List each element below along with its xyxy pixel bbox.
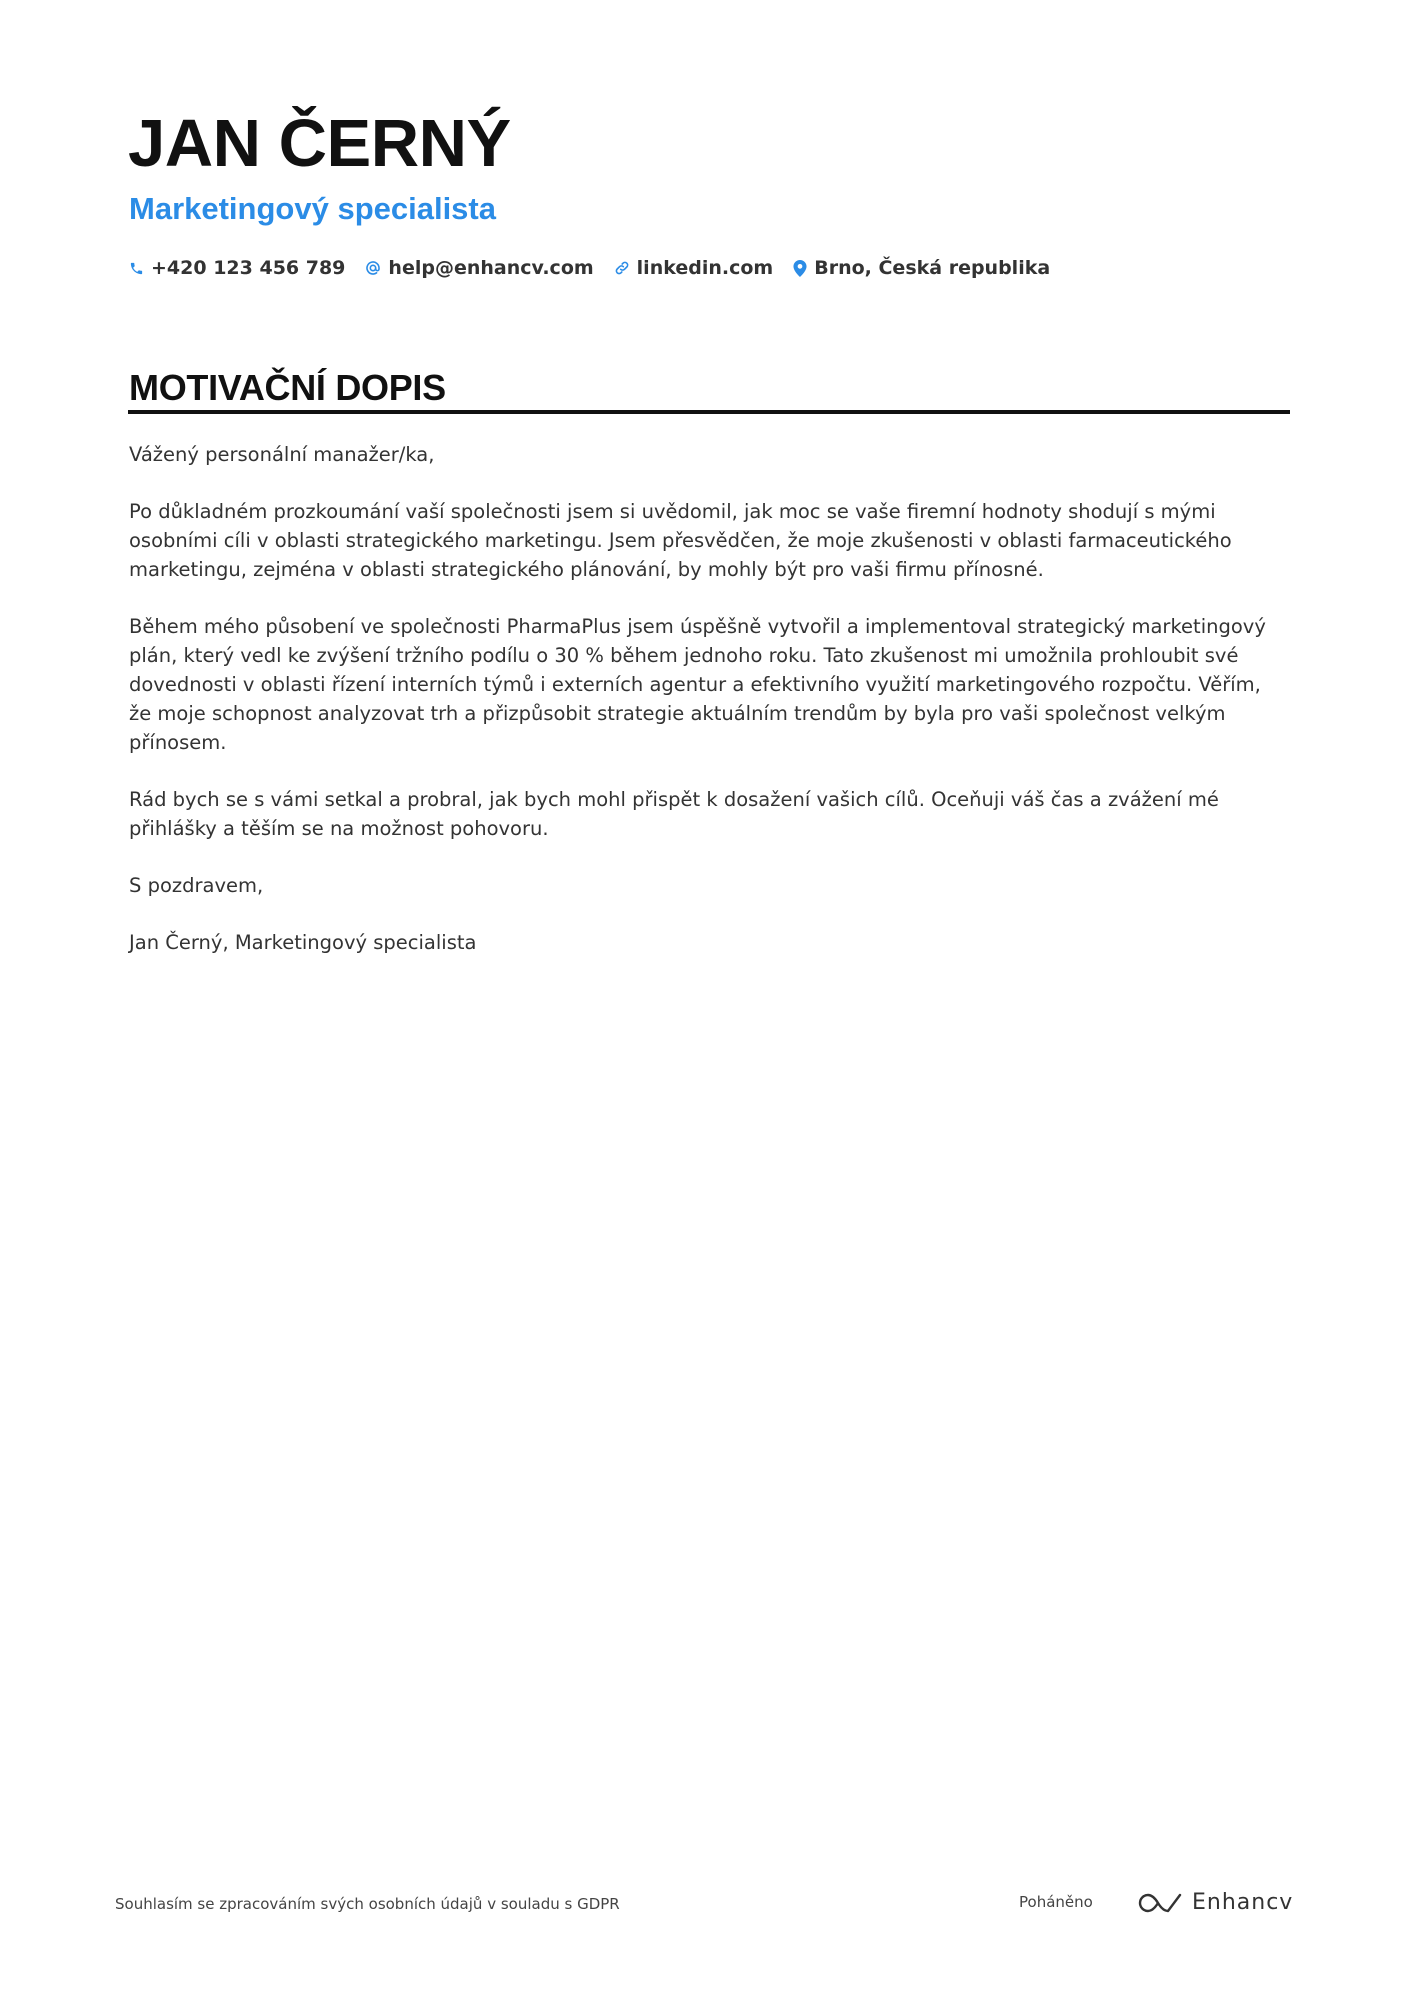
powered-by-label: Poháněno <box>1019 1893 1093 1911</box>
location-pin-icon <box>793 260 807 277</box>
applicant-name: JAN ČERNÝ <box>128 106 511 181</box>
linkedin-text: linkedin.com <box>636 257 774 279</box>
phone-text: +420 123 456 789 <box>151 257 346 279</box>
letter-salutation: Vážený personální manažer/ka, <box>129 443 435 466</box>
enhancv-logo[interactable] <box>1138 1890 1293 1915</box>
contact-phone <box>129 257 345 279</box>
letter-paragraph-3: Rád bych se s vámi setkal a probral, jak bych mohl přispět k dosažení vašich cílů. Oceňuji váš čas a zvážení mé přihlášky a těším se na možnost pohovoru. <box>129 788 1219 840</box>
phone-icon <box>129 261 144 276</box>
letter-paragraph-2: Během mého působení ve společnosti PharmaPlus jsem úspěšně vytvořil a implementoval strategický marketingový plán, který vedl ke zvýšení tržního podílu o 30 % během jednoho roku. Tato zkušenost mi umožnila prohloubit své dovednosti v oblasti řízení interních týmů i externích agentur a efektivního využití marketingového rozpočtu. Věřím, že moje schopnost analyzovat trh a přizpůsobit strategie aktuálním trendům by byla pro vaši společnost velkým přínosem. <box>129 615 1266 754</box>
enhancv-logo-icon <box>1138 1891 1184 1915</box>
contact-linkedin[interactable] <box>614 257 774 279</box>
contact-location <box>793 257 1050 279</box>
letter-closing: S pozdravem, <box>129 874 264 897</box>
link-icon <box>614 260 630 276</box>
letter-signature: Jan Černý, Marketingový specialista <box>129 931 477 954</box>
contact-bar <box>129 254 1070 282</box>
enhancv-logo-text: Enhancv <box>1192 1890 1294 1915</box>
applicant-role: Marketingový specialista <box>129 191 496 226</box>
gdpr-consent-text: Souhlasím se zpracováním svých osobních údajů v souladu s GDPR <box>115 1895 620 1913</box>
letter-paragraph-1: Po důkladném prozkoumání vaší společnosti jsem si uvědomil, jak moc se vaše firemní hodnoty shodují s mými osobními cíli v oblasti strategického marketingu. Jsem přesvědčen, že moje zkušenosti v oblasti farmaceutického marketingu, zejména v oblasti strategického plánování, by mohly být pro vaši firmu přínosné. <box>129 500 1232 581</box>
section-title: MOTIVAČNÍ DOPIS <box>129 367 446 408</box>
contact-email[interactable] <box>365 257 593 279</box>
letter-body <box>129 440 1289 985</box>
section-divider <box>128 410 1290 414</box>
at-icon <box>365 260 381 276</box>
email-text: help@enhancv.com <box>388 257 594 279</box>
location-text: Brno, Česká republika <box>814 257 1051 279</box>
